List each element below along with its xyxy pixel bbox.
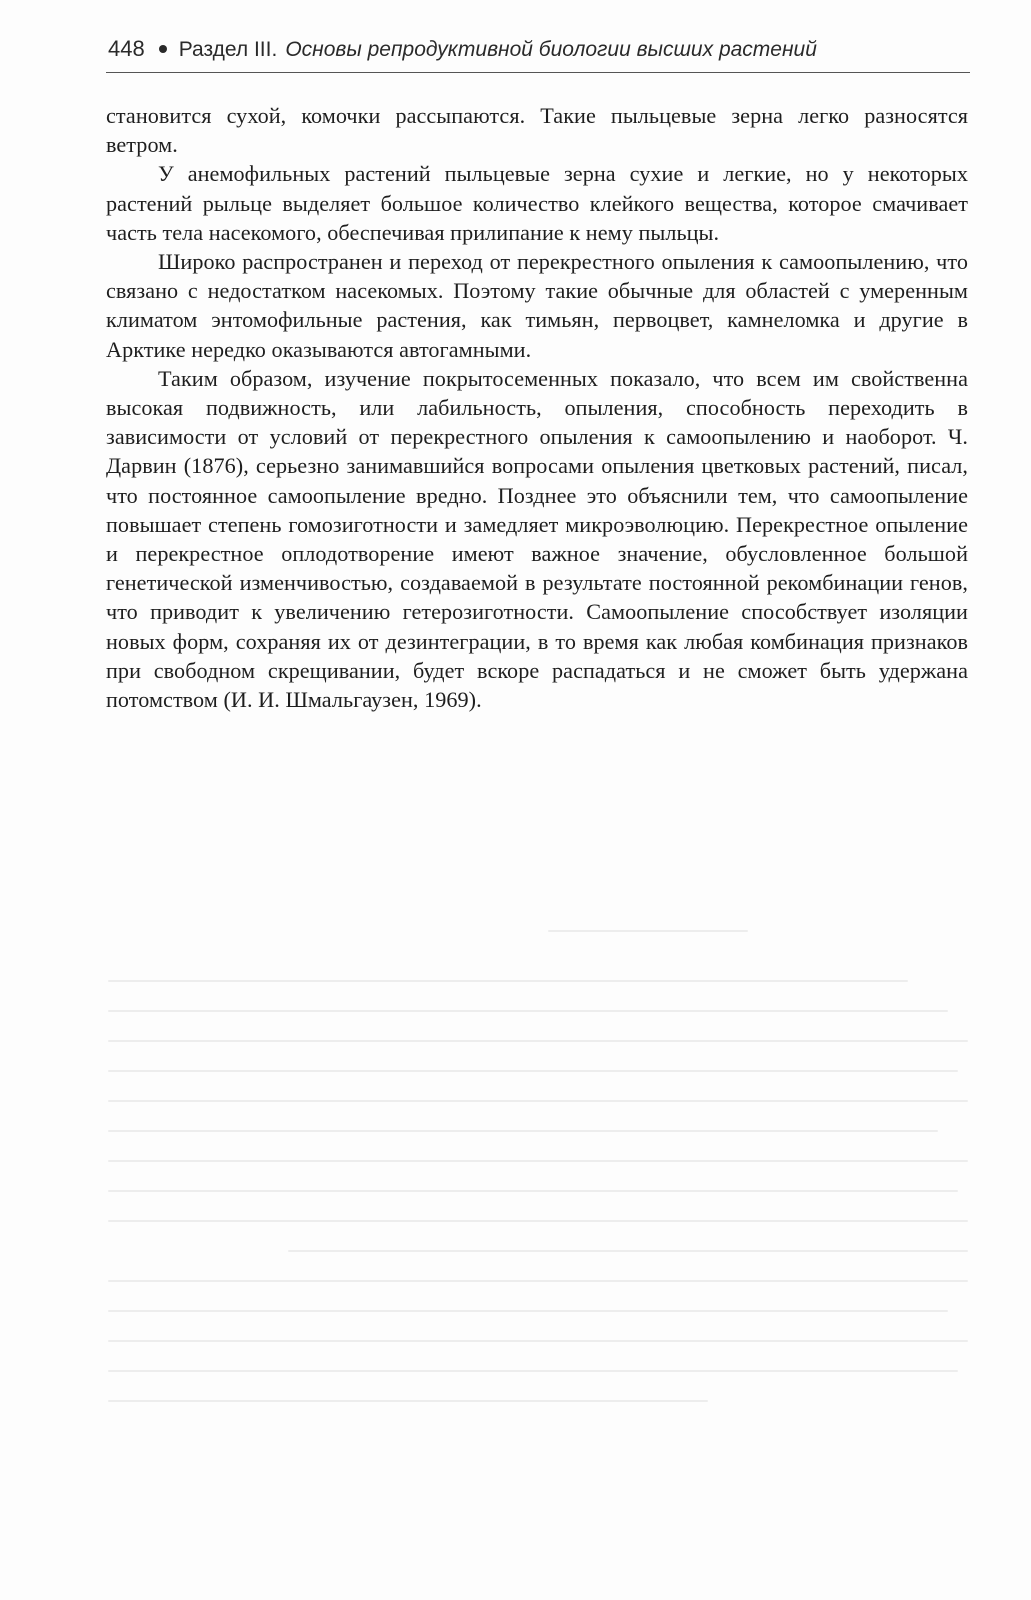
- bleed-through-line: [108, 1070, 958, 1072]
- bleed-through-line: [288, 1250, 968, 1252]
- bleed-through-line: [108, 980, 908, 982]
- header-divider: [106, 72, 970, 73]
- bleed-through-line: [108, 1190, 958, 1192]
- bleed-through-line: [108, 1130, 938, 1132]
- section-title: Основы репродуктивной биологии высших растений: [285, 38, 817, 61]
- paragraph-continuation: становится сухой, комочки рассыпаются. Такие пыльцевые зерна легко разносятся ветром.: [106, 103, 968, 158]
- bleed-through-line: [108, 1010, 948, 1012]
- page-number: 448: [108, 36, 145, 61]
- paragraph-anemophily: У анемофильных растений пыльцевые зерна сухие и легкие, но у некоторых растений рыльце выделяет большое количество клейкого вещества, которое смачивает часть тела насекомого, обеспечивая прилипание к нему пыльцы.: [106, 161, 968, 245]
- body-text: [106, 101, 968, 714]
- bleed-through-line: [108, 1280, 968, 1282]
- section-label: Раздел III.: [178, 38, 278, 61]
- bullet-icon: [159, 45, 167, 53]
- bleed-through-line: [548, 930, 748, 932]
- bleed-through-line: [108, 1100, 968, 1102]
- bleed-through-line: [108, 1220, 968, 1222]
- bleed-through-line: [108, 1160, 968, 1162]
- bleed-through-line: [108, 1370, 958, 1372]
- bleed-through-line: [108, 1040, 968, 1042]
- bleed-through-shadow: [108, 920, 970, 1440]
- paragraph-conclusion: Таким образом, изучение покрытосеменных показало, что всем им свойственна высокая подвижность, или лабильность, опыления, способность переходить в зависимости от условий от перекрестного опыления к самоопылению и наоборот. Ч. Дарвин (1876), серьезно занимавшийся вопросами опыления цветковых растений, писал, что постоянное самоопыление вредно. Позднее это объяснили тем, что самоопыление повышает степень гомозиготности и замедляет микроэволюцию. Перекрестное опыление и перекрестное оплодотворение имеют важное значение, обусловленное большой генетической изменчивостью, создаваемой в результате постоянной рекомбинации генов, что приводит к увеличению гетерозиготности. Самоопыление способствует изоляции новых форм, сохраняя их от дезинтеграции, в то время как любая комбинация признаков при свободном скрещивании, будет вскоре распадаться и не сможет быть удержана потомством (И. И. Шмальгаузен, 1969).: [106, 365, 968, 713]
- paragraph-self-pollination: Широко распространен и переход от перекрестного опыления к самоопылению, что связано с недостатком насекомых. Поэтому такие обычные для областей с умеренным климатом энтомофильные растения, как тимьян, первоцвет, камнеломка и другие в Арктике нередко оказываются автогамными.: [106, 249, 968, 362]
- bleed-through-line: [108, 1310, 948, 1312]
- running-head: [108, 36, 970, 72]
- bleed-through-line: [108, 1400, 708, 1402]
- bleed-through-line: [108, 1340, 968, 1342]
